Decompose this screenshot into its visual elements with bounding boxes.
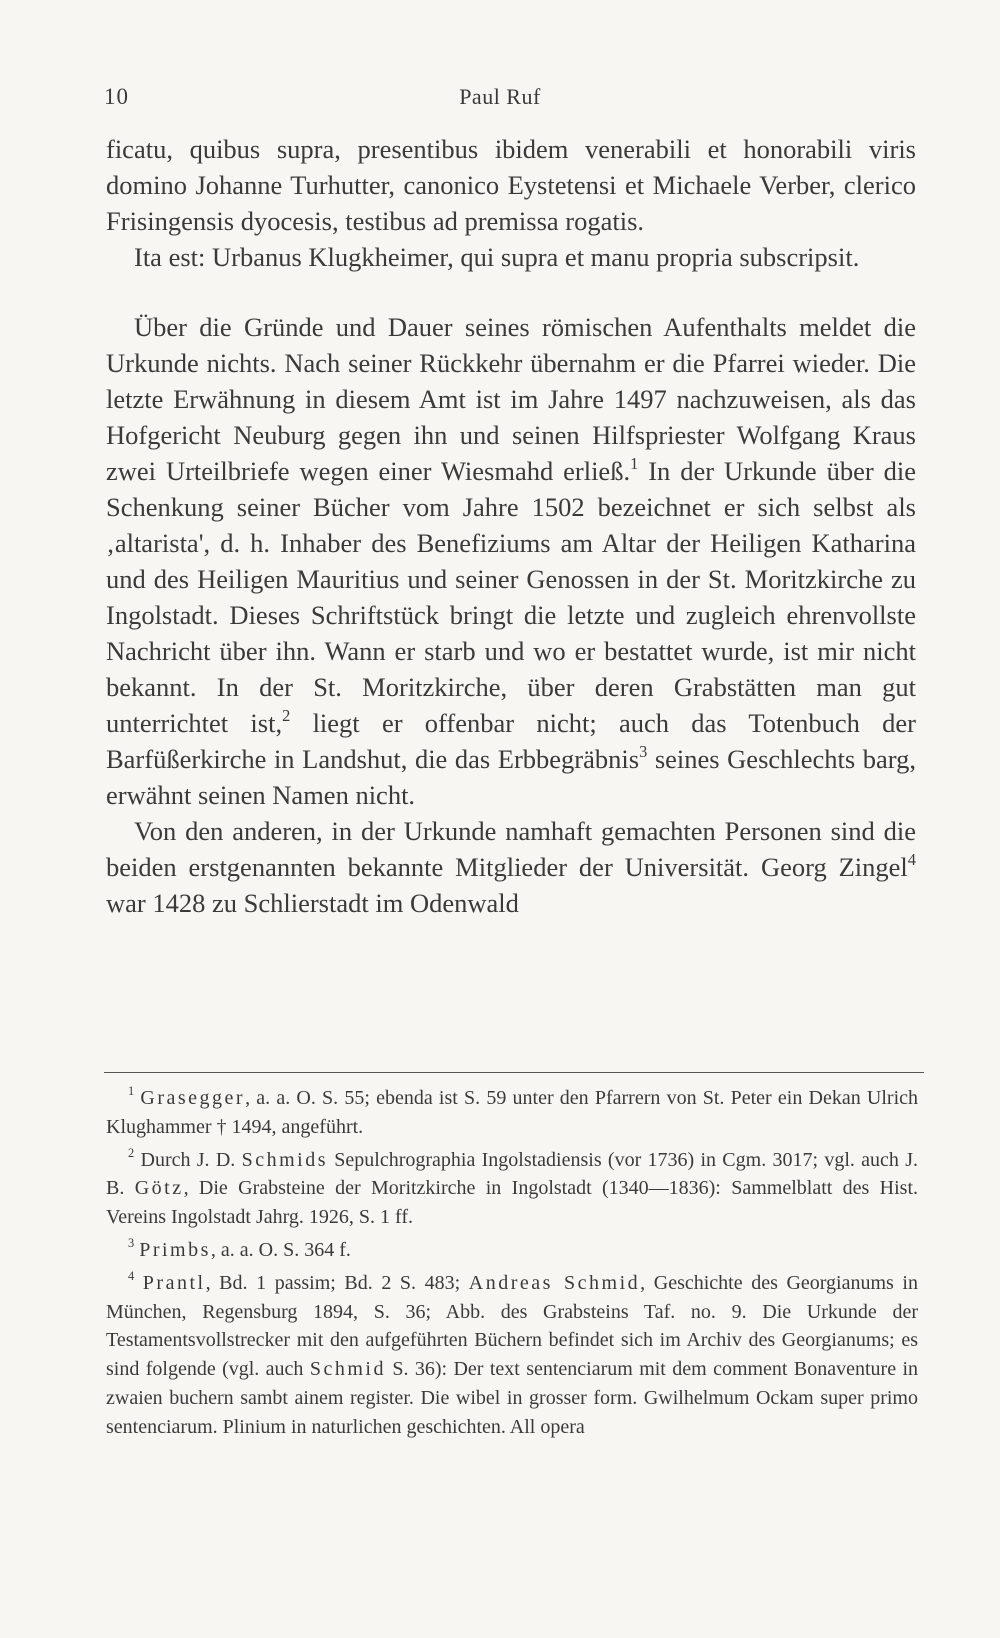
paragraph-3-part-b: In der Urkunde über die Schenkung seiner Bücher vom Jahre 1502 bezeichnet er sich selbst als ‚altarista', d. h. Inhaber des Benefiziums am Altar der Heiligen Katharina und des Heiligen Mauritius und seiner Genossen in der St. Moritzkirche zu Ingolstadt. Dieses Schriftstück bringt die letzte und zugleich ehrenvollste Nachricht über ihn. Wann er starb und wo er bestattet wurde, ist mir nicht bekannt. In der St. Moritzkirche, über deren Grabstätten man gut unterrichtet ist, (106, 456, 916, 738)
footnote-number: 2 (128, 1145, 135, 1160)
footnote-text: , a. a. O. S. 55; ebenda ist S. 59 unter den Pfarrern von St. Peter ein Dekan Ulrich Klughammer † 1494, angeführt. (106, 1087, 919, 1138)
paragraph-3 (106, 309, 916, 813)
footnote-author-2: Götz (134, 1177, 184, 1200)
footnote-text-2: , Geschichte des Georgianums in München, Regensburg 1894, S. 36; Abb. des Grabsteins Taf. no. 9. Die Urkunde der Testamentsvollstrecker mit den aufgeführten Büchern befindet sich im Archiv des Georgianums; es sind folgende (vgl. auch (106, 1271, 918, 1381)
footnote-divider (104, 1072, 924, 1073)
paragraph-2: Ita est: Urbanus Klugkheimer, qui supra et manu propria subscripsit. (134, 242, 860, 272)
footnote-author: Schmids (241, 1148, 328, 1171)
footnote-author-3: Schmid (309, 1358, 386, 1381)
paragraph-3-part-c: liegt er offenbar nicht; auch das Totenbuch der Barfüßerkirche in Landshut, die das Erbbegräbnis (106, 708, 916, 774)
footnote-text-3: S. 36): Der text sentenciarum mit dem comment Bonaventure in zwaien buchern sambt ainem register. Die wibel in grosser form. Gwilhelmum Ockam super primo sentenciarum. Plinium in naturlichen geschichten. All opera (106, 1358, 919, 1438)
footnote-text: Sepulchrographia Ingolstadiensis (vor 1736) in Cgm. 3017; vgl. auch J. B. (106, 1148, 919, 1200)
running-head: Paul Ruf (459, 84, 541, 109)
footnote-author: Grasegger (140, 1087, 246, 1109)
footnotes (106, 1084, 918, 1446)
footnote-number: 4 (128, 1268, 135, 1283)
main-text (106, 131, 916, 921)
footnote-author-2: Andreas Schmid (468, 1271, 641, 1294)
paragraph-1: ficatu, quibus supra, presentibus ibidem venerabili et honorabili viris domino Johanne Turhutter, canonico Eystetensi et Michaele Verber, clerico Frisingensis dyocesis, testibus ad premissa rogatis. (106, 134, 916, 236)
footnote-ref-3: 3 (639, 741, 648, 761)
footnote-ref-2: 2 (282, 705, 291, 725)
paragraph-3-part-d: seines Geschlechts barg, erwähnt seinen Namen nicht. (106, 744, 917, 810)
paragraph-4 (106, 813, 916, 921)
footnote-text: , a. a. O. S. 364 f. (210, 1238, 351, 1261)
footnote-author: Prantl (142, 1271, 206, 1294)
footnote-number: 3 (128, 1236, 135, 1251)
paragraph-4-part-b: war 1428 zu Schlierstadt im Odenwald (106, 888, 519, 918)
footnote-2 (106, 1146, 918, 1232)
footnote-prefix: Durch J. D. (140, 1148, 242, 1171)
footnote-4 (106, 1269, 918, 1442)
footnote-ref-4: 4 (907, 849, 916, 869)
paragraph-4-part-a: Von den anderen, in der Urkunde namhaft gemachten Personen sind die beiden erstgenannten bekannte Mitglieder der Universität. Georg Zingel (106, 816, 916, 882)
footnote-author: Primbs (139, 1238, 211, 1261)
footnote-ref-1: 1 (630, 453, 639, 473)
page-number: 10 (104, 84, 129, 109)
footnote-text: , Bd. 1 passim; Bd. 2 S. 483; (205, 1271, 469, 1294)
footnote-3 (106, 1236, 918, 1265)
footnote-number: 1 (128, 1084, 135, 1099)
footnote-text-2: , Die Grabsteine der Moritzkirche in Ingolstadt (1340—1836): Sammelblatt des Hist. Vereins Ingolstadt Jahrg. 1926, S. 1 ff. (106, 1177, 918, 1229)
paragraph-3-part-a: Über die Gründe und Dauer seines römischen Aufenthalts meldet die Urkunde nichts. Nach seiner Rückkehr übernahm er die Pfarrei wieder. Die letzte Erwähnung in diesem Amt ist im Jahre 1497 nachzuweisen, als das Hofgericht Neuburg gegen ihn und seinen Hilfspriester Wolfgang Kraus zwei Urteilbriefe wegen einer Wiesmahd erließ. (106, 312, 916, 486)
footnote-1 (106, 1084, 918, 1142)
